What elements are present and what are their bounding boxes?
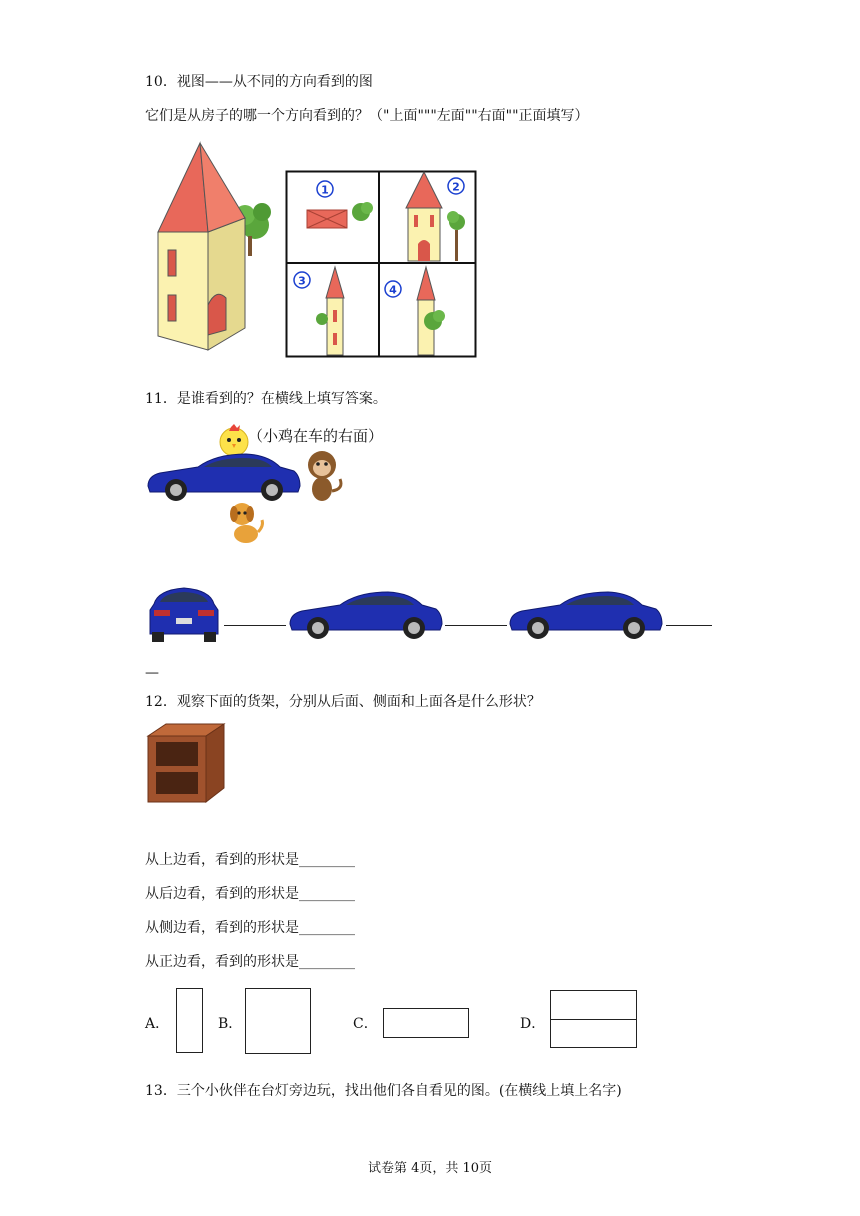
option-d-shape bbox=[550, 990, 637, 1048]
q11-title: 11．是谁看到的？在横线上填写答案。 bbox=[145, 391, 387, 407]
house-roof bbox=[158, 143, 208, 232]
dog-icon bbox=[226, 500, 266, 546]
q13-title: 13．三个小伙伴在台灯旁边玩，找出他们各自看见的图。(在横线上填上名字) bbox=[145, 1083, 622, 1099]
car-side-view-3 bbox=[508, 588, 664, 642]
car-rear-view bbox=[146, 584, 222, 644]
house-illustration bbox=[150, 140, 275, 355]
view-label-4: 4 bbox=[389, 283, 397, 297]
answer-blank-trailing: — bbox=[145, 665, 159, 681]
view-label-3: 3 bbox=[298, 274, 306, 288]
option-c-label: C． bbox=[353, 1016, 378, 1032]
option-a-shape bbox=[176, 988, 203, 1053]
monkey-icon bbox=[302, 449, 344, 503]
q10-title: 10．视图——从不同的方向看到的图 bbox=[145, 74, 373, 90]
q10-prompt: 它们是从房子的哪一个方向看到的？（"上面"""左面""右面""正面填写） bbox=[145, 108, 589, 124]
answer-blank-2[interactable] bbox=[445, 625, 507, 626]
q12-line-front: 从正边看，看到的形状是________ bbox=[145, 954, 355, 970]
view-label-1: 1 bbox=[321, 183, 329, 197]
views-grid bbox=[285, 170, 477, 358]
q12-title: 12．观察下面的货架，分别从后面、侧面和上面各是什么形状？ bbox=[145, 694, 541, 710]
car-side-view-2 bbox=[288, 588, 444, 642]
option-b-label: B． bbox=[218, 1016, 243, 1032]
q11-caption: （小鸡在车的右面） bbox=[248, 427, 384, 445]
q12-line-top: 从上边看，看到的形状是________ bbox=[145, 852, 355, 868]
answer-blank-3[interactable] bbox=[666, 625, 712, 626]
option-c-shape bbox=[383, 1008, 469, 1038]
q12-line-side: 从侧边看，看到的形状是________ bbox=[145, 920, 355, 936]
house-front-wall bbox=[158, 232, 208, 350]
option-b-shape bbox=[245, 988, 311, 1054]
view-label-2: 2 bbox=[452, 180, 460, 194]
page-footer: 试卷第 4页，共 10页 bbox=[367, 1161, 493, 1176]
shelf-illustration bbox=[146, 722, 226, 804]
q12-line-back: 从后边看，看到的形状是________ bbox=[145, 886, 355, 902]
car-side-view bbox=[146, 450, 302, 504]
option-d-label: D． bbox=[520, 1016, 546, 1032]
option-a-label: A． bbox=[145, 1016, 170, 1032]
answer-blank-1[interactable] bbox=[224, 625, 286, 626]
